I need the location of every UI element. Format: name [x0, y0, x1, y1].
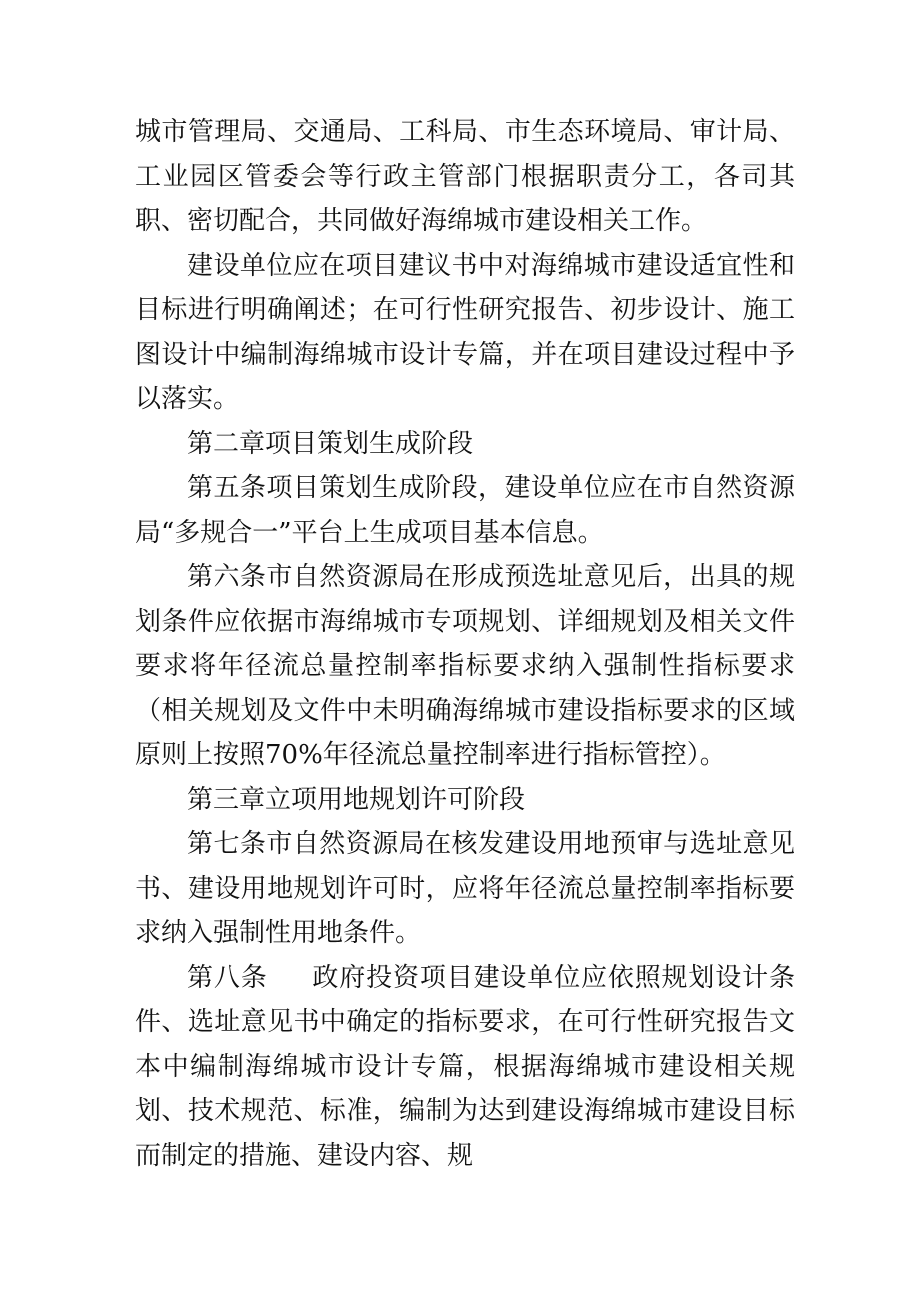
article-eight-text: 政府投资项目建设单位应依照规划设计条件、选址意见书中确定的指标要求，在可行性研究报告文本中编制海绵城市设计专篇，根据海绵城市建设相关规划、技术规范、标准，编制为达到建设海绵城市建设目标而制定的措施、建设内容、规: [135, 962, 795, 1171]
chapter-two-heading: 第二章项目策划生成阶段: [187, 428, 474, 459]
article-eight-label: 第八条: [187, 962, 268, 993]
article-six: 第六条市自然资源局在形成预选址意见后，出具的规划条件应依据市海绵城市专项规划、详细规划及相关文件要求将年径流总量控制率指标要求纳入强制性指标要求（相关规划及文件中未明确海绵城市建设指标要求的区域原则上按照70%年径流总量控制率进行指标管控）。: [135, 562, 795, 770]
article-eight: [135, 956, 795, 1179]
paragraph-construction-unit: 建设单位应在项目建议书中对海绵城市建设适宜性和目标进行明确阐述；在可行性研究报告、初步设计、施工图设计中编制海绵城市设计专篇，并在项目建设过程中予以落实。: [135, 250, 795, 414]
chapter-three-heading: 第三章立项用地规划许可阶段: [187, 784, 526, 815]
article-seven: 第七条市自然资源局在核发建设用地预审与选址意见书、建设用地规划许可时，应将年径流总量控制率指标要求纳入强制性用地条件。: [135, 829, 795, 948]
paragraph-continuation: 城市管理局、交通局、工科局、市生态环境局、审计局、工业园区管委会等行政主管部门根据职责分工，各司其职、密切配合，共同做好海绵城市建设相关工作。: [135, 117, 795, 236]
article-five: 第五条项目策划生成阶段，建设单位应在市自然资源局“多规合一”平台上生成项目基本信息。: [135, 473, 795, 548]
document-body: [135, 110, 795, 1178]
